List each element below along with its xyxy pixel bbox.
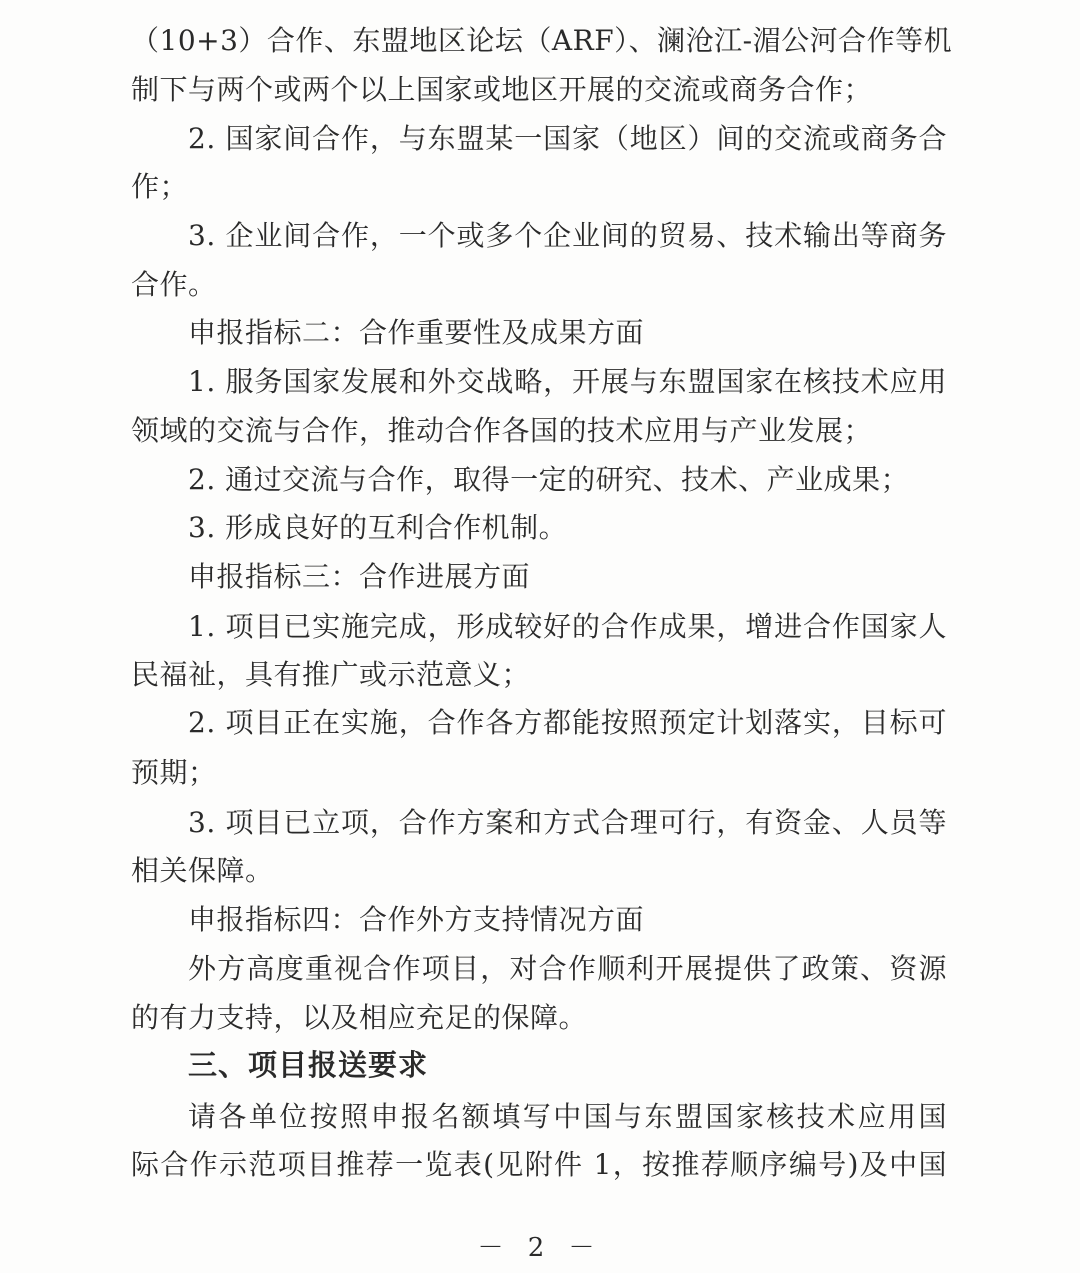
indicator-heading: 申报指标二：合作重要性及成果方面 [188, 316, 645, 349]
paragraph-line: 领域的交流与合作，推动合作各国的技术应用与产业发展； [131, 414, 873, 447]
list-item-line: 3. 形成良好的互利合作机制。 [188, 511, 568, 544]
paragraph-line: 请各单位按照申报名额填写中国与东盟国家核技术应用国 [188, 1100, 947, 1133]
paragraph-line: 的有力支持，以及相应充足的保障。 [131, 1001, 588, 1034]
page-number: － 2 － [477, 1233, 603, 1263]
list-item-line: 3. 项目已立项，合作方案和方式合理可行，有资金、人员等 [188, 806, 947, 839]
list-item-line: 2. 通过交流与合作，取得一定的研究、技术、产业成果； [188, 463, 910, 496]
paragraph-line: 际合作示范项目推荐一览表(见附件 1，按推荐顺序编号)及中国 [131, 1148, 947, 1181]
section-heading: 三、项目报送要求 [188, 1048, 429, 1082]
paragraph-line: 作； [131, 170, 189, 203]
paragraph-line: 合作。 [131, 268, 217, 301]
paragraph-line: 预期； [131, 756, 217, 789]
list-item-line: 1. 服务国家发展和外交战略，开展与东盟国家在核技术应用 [188, 365, 947, 398]
list-item-line: 3. 企业间合作，一个或多个企业间的贸易、技术输出等商务 [188, 219, 947, 252]
list-item-line: 2. 项目正在实施，合作各方都能按照预定计划落实，目标可 [188, 706, 947, 739]
paragraph-line: 民福祉，具有推广或示范意义； [131, 658, 531, 691]
paragraph-line: 相关保障。 [131, 854, 274, 887]
list-item-line: 2. 国家间合作，与东盟某一国家（地区）间的交流或商务合 [188, 122, 947, 155]
paragraph-line: 外方高度重视合作项目，对合作顺利开展提供了政策、资源 [188, 952, 947, 985]
paragraph-line: （10+3）合作、东盟地区论坛（ARF）、澜沧江-湄公河合作等机 [131, 24, 953, 57]
indicator-heading: 申报指标三：合作进展方面 [188, 560, 531, 593]
paragraph-line: 制下与两个或两个以上国家或地区开展的交流或商务合作； [131, 73, 873, 106]
indicator-heading: 申报指标四：合作外方支持情况方面 [188, 903, 645, 936]
list-item-line: 1. 项目已实施完成，形成较好的合作成果，增进合作国家人 [188, 610, 947, 643]
